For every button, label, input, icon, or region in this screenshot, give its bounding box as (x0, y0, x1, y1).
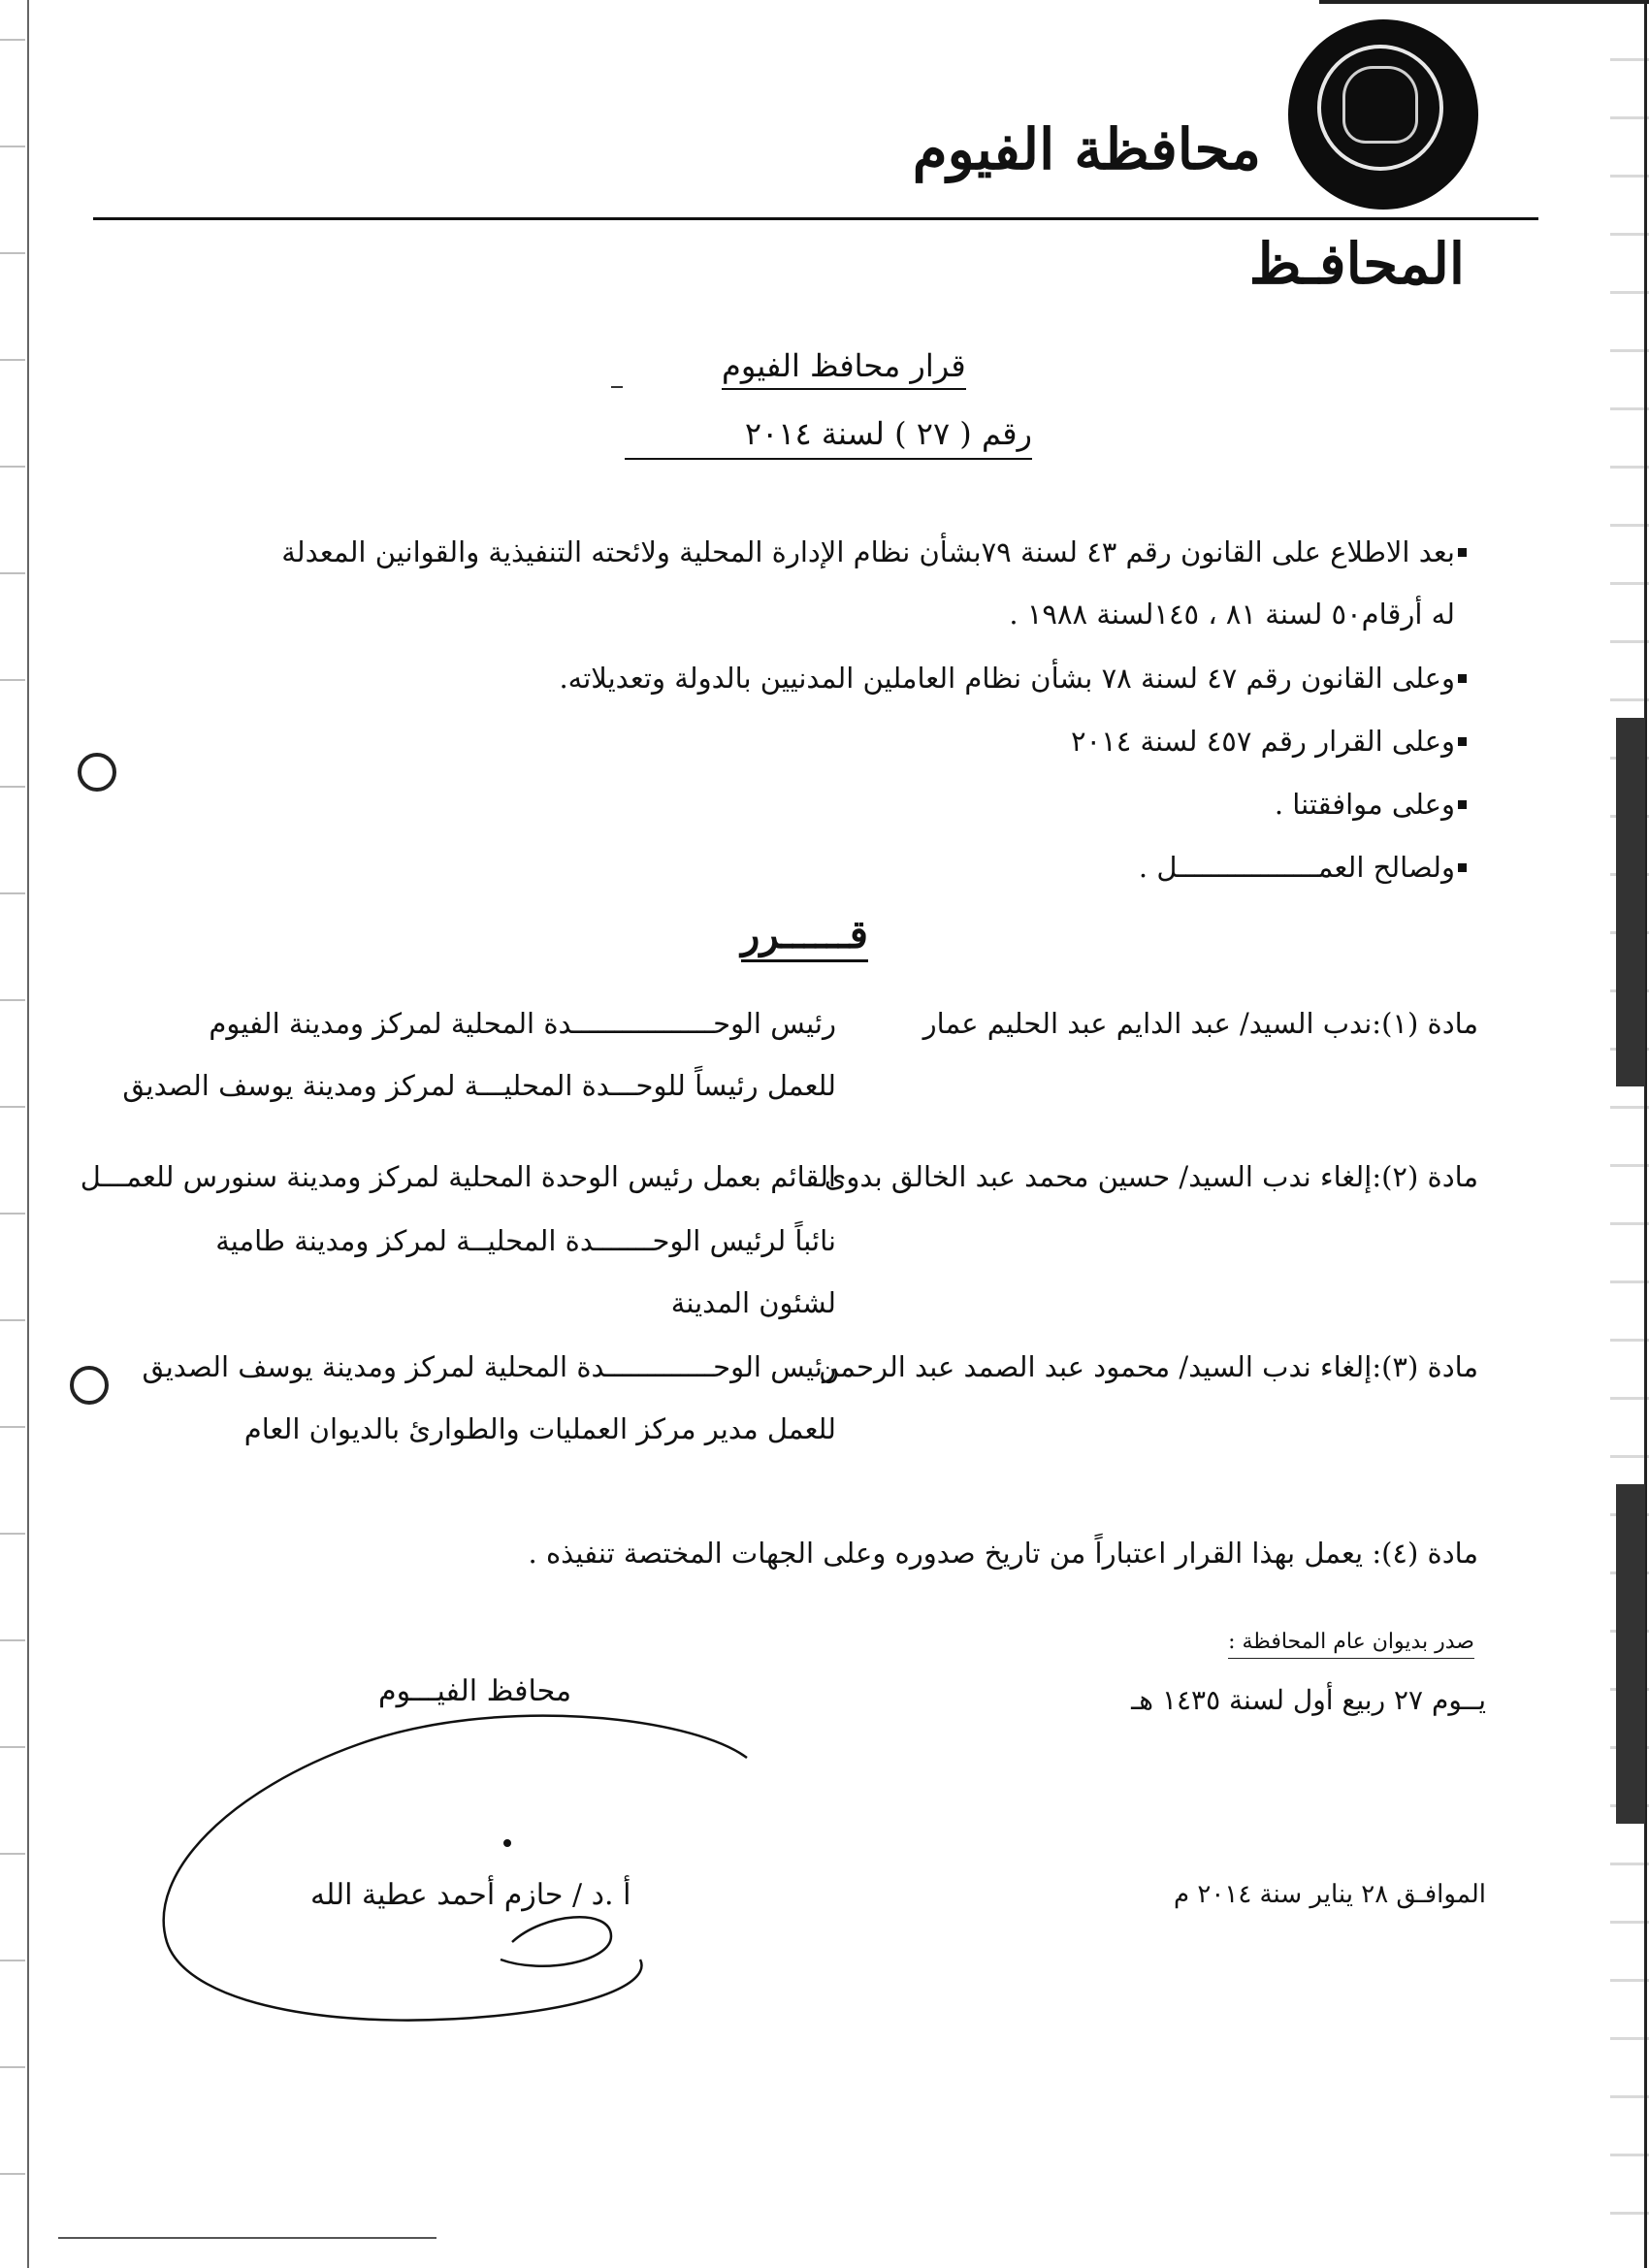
preamble-line: ولصالح العمـــــــــــــــــل . (1138, 851, 1455, 884)
article-1-head: مادة (١):ندب السيد/ عبد الدايم عبد الحليم عمار (922, 1007, 1478, 1040)
article-3-line: رئيس الوحـــــــــــــدة المحلية لمركز ومدينة يوسف الصديق (142, 1350, 836, 1383)
scan-bar (1616, 1484, 1645, 1824)
scan-edge-right (1610, 0, 1649, 2268)
signatory-title: محافظ الفيـــوم (378, 1674, 572, 1708)
article-1-line: للعمل رئيساً للوحـــدة المحليـــة لمركز ومدينة يوسف الصديق (122, 1069, 836, 1102)
article-2-line: القائم بعمل رئيس الوحدة المحلية لمركز ومدينة سنورس للعمـــل (80, 1160, 836, 1193)
mark-dash (611, 386, 623, 388)
bullet-icon (1458, 800, 1467, 809)
governorate-name: محافظة الفيوم (912, 116, 1261, 182)
issued-at-label: صدر بديوان عام المحافظة : (1228, 1630, 1474, 1659)
scan-bar (1616, 718, 1645, 1086)
signatory-name: أ .د / حازم أحمد عطية الله (310, 1878, 631, 1912)
article-2-head: مادة (٢):إلغاء ندب السيد/ حسين محمد عبد الخالق بدوى (824, 1160, 1478, 1193)
preamble-line: وعلى القرار رقم ٤٥٧ لسنة ٢٠١٤ (1070, 725, 1455, 758)
office-title: المحافـظ (1248, 231, 1465, 297)
emblem-shield-icon (1342, 66, 1418, 144)
preamble-line: وعلى القانون رقم ٤٧ لسنة ٧٨ بشأن نظام العاملين المدنيين بالدولة وتعديلاته. (559, 662, 1455, 695)
hijri-date: يــوم ٢٧ ربيع أول لسنة ١٤٣٥ هـ (1131, 1684, 1486, 1716)
bullet-icon (1458, 863, 1467, 872)
article-2-line: نائباً لرئيس الوحـــــــدة المحليــة لمركز ومدينة طامية (215, 1224, 836, 1257)
scan-border-top (1319, 0, 1649, 4)
scan-line-bottom (58, 2237, 436, 2239)
preamble-line: وعلى موافقتنا . (1274, 788, 1455, 821)
scan-border-left (27, 0, 29, 2268)
bullet-icon (1458, 548, 1467, 557)
bullet-icon (1458, 674, 1467, 683)
preamble-line: بعد الاطلاع على القانون رقم ٤٣ لسنة ٧٩بشأن نظام الإدارة المحلية ولائحته التنفيذية والقوانين المعدلة (281, 535, 1455, 568)
article-3-head: مادة (٣):إلغاء ندب السيد/ محمود عبد الصمد عبد الرحمن (819, 1350, 1478, 1383)
punch-hole-icon (78, 753, 116, 792)
header-divider (93, 217, 1538, 220)
scan-border-right (1644, 0, 1647, 2268)
article-2-line: لشئون المدينة (670, 1286, 836, 1319)
bullet-icon (1458, 737, 1467, 746)
article-1-line: رئيس الوحـــــــــــــــــدة المحلية لمركز ومدينة الفيوم (209, 1007, 836, 1040)
preamble-line: له أرقام٥٠ لسنة ٨١ ، ١٤٥لسنة ١٩٨٨ . (1009, 598, 1455, 631)
decree-number: رقم ( ٢٧ ) لسنة ٢٠١٤ (625, 415, 1032, 460)
article-4-text: مادة (٤): يعمل بهذا القرار اعتباراً من تاريخ صدوره وعلى الجهات المختصة تنفيذه . (528, 1537, 1478, 1570)
decree-title: قرار محافظ الفيوم (722, 347, 966, 390)
decides-heading: قــــــرر (741, 912, 868, 962)
scan-edge-left (0, 0, 25, 2268)
punch-hole-icon (70, 1366, 109, 1405)
article-3-line: للعمل مدير مركز العمليات والطوارئ بالديوان العام (243, 1412, 836, 1445)
gregorian-date: الموافـق ٢٨ يناير سنة ٢٠١٤ م (1174, 1880, 1486, 1909)
signature-drawing (146, 1688, 766, 2057)
